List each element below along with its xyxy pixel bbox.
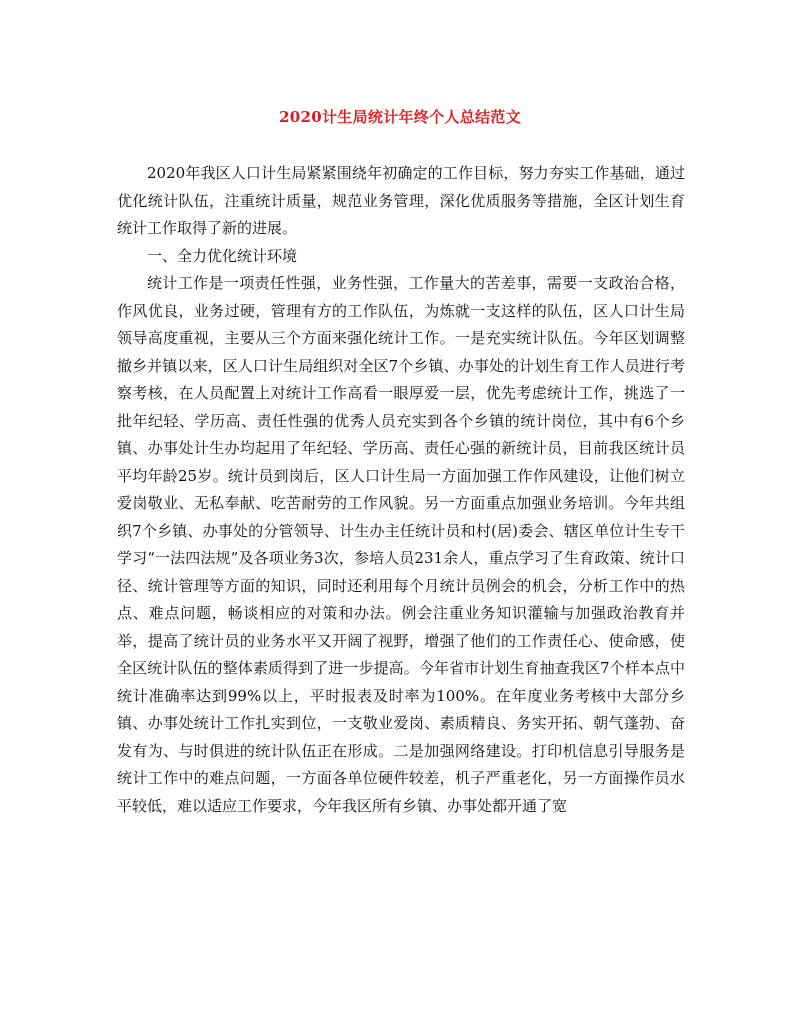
section-heading: 一、全力优化统计环境 [147, 246, 298, 265]
body-paragraph: 统计工作是一项责任性强，业务性强，工作量大的苦差事，需要一支政治合格，作风优良，业务过硬，管理有方的工作队伍，为炼就一支这样的队伍，区人口计生局领导高度重视，主要从三个方面来强化统计工作。一是充实统计队伍。今年区划调整撤乡并镇以来，区人口计生局组织对全区7个乡镇、办事处的计划生育工作人员进行考察考核，在人员配置上对统计工作高看一眼厚爱一层，优先考虑统计工作，挑选了一批年纪轻、学历高、责任性强的优秀人员充实到各个乡镇的统计岗位，其中有6个乡镇、办事处计生办均起用了年纪轻、学历高、责任心强的新统计员，目前我区统计员平均年龄25岁。统计员到岗后，区人口计生局一方面加强工作作风建设，让他们树立爱岗敬业、无私奉献、吃苦耐劳的工作风貌。另一方面重点加强业务培训。今年共组织7个乡镇、办事处的分管领导、计生办主任统计员和村(居)委会、辖区单位计生专干学习“一法四法规”及各项业务3次，参培人员231余人，重点学习了生育政策、统计口径、统计管理等方面的知识，同时还利用每个月统计员例会的机会，分析工作中的热点、难点问题，畅谈相应的对策和办法。例会注重业务知识灌输与加强政治教育并举，提高了统计员的业务水平又开阔了视野，增强了他们的工作责任心、使命感，使全区统计队伍的整体素质得到了进一步提高。今年省市计划生育抽查我区7个样本点中统计准确率达到99%以上，平时报表及时率为100%。在年度业务考核中大部分乡镇、办事处统计工作扎实到位，一支敬业爱岗、素质精良、务实开拓、朝气蓬勃、奋发有为、与时俱进的统计队伍正在形成。二是加强网络建设。打印机信息引导服务是统计工作中的难点问题，一方面各单位硬件较差，机子严重老化，另一方面操作员水平较低，难以适应工作要求，今年我区所有乡镇、办事处都开通了宽 [117, 274, 685, 815]
document-title: 2020计生局统计年终个人总结范文 [279, 108, 521, 126]
document-body [117, 160, 685, 820]
intro-paragraph: 2020年我区人口计生局紧紧围绕年初确定的工作目标，努力夯实工作基础，通过优化统计队伍，注重统计质量，规范业务管理，深化优质服务等措施，全区计划生育统计工作取得了新的进展。 [117, 164, 685, 237]
